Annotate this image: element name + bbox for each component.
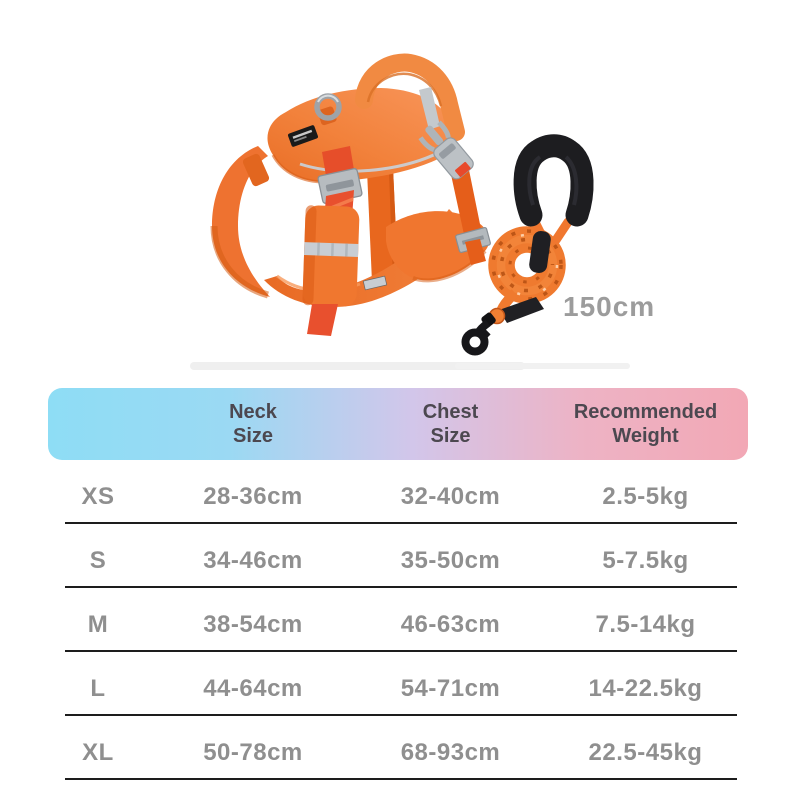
leash-length-label: 150cm [563,291,656,322]
neck-cell: 34-46cm [203,547,303,574]
size-table [48,388,748,780]
chest-cell: 68-93cm [400,739,501,766]
product-photo [0,0,800,388]
header-recommended-weight [543,400,748,449]
weight-cell: 7.5-14kg [595,611,696,638]
table-row-s [48,524,748,588]
neck-cell: 50-78cm [203,739,303,766]
neck-cell: 44-64cm [203,675,303,702]
header-weight-line1: Recommended [573,400,718,423]
chest-webbing-tail [307,304,338,336]
chest-cell: 46-63cm [400,611,501,638]
size-cell: XS [81,483,115,510]
harness-illustration [212,63,491,336]
size-table-body [48,460,748,780]
size-cell: M [87,611,109,638]
leash-shadow [455,363,630,369]
size-cell: L [90,675,106,702]
harness-left-strap [212,146,270,297]
header-chest-line2: Size [430,425,471,447]
table-row-xl [48,716,748,780]
header-neck-line1: Neck [229,400,277,423]
header-weight-line2: Weight [612,425,679,447]
size-table-header [48,388,748,460]
weight-cell: 5-7.5kg [602,547,689,574]
chest-pad-sleeve [302,205,359,307]
leash-clasp [466,293,545,352]
neck-cell: 38-54cm [203,611,303,638]
weight-cell: 22.5-45kg [588,739,703,766]
chest-cell: 54-71cm [400,675,501,702]
size-cell: S [89,547,107,574]
header-chest-size [358,400,543,449]
product-illustration [0,0,800,388]
table-row-l [48,652,748,716]
table-row-xs [48,460,748,524]
weight-cell: 2.5-5kg [602,483,689,510]
leash-rope-coil [493,231,561,299]
table-row-m [48,588,748,652]
header-chest-line1: Chest [422,400,479,423]
neck-cell: 28-36cm [203,483,303,510]
chest-cell: 35-50cm [400,547,501,574]
header-neck-size [148,400,358,449]
weight-cell: 14-22.5kg [588,675,703,702]
header-neck-line2: Size [232,425,274,447]
size-cell: XL [82,739,114,766]
chest-cell: 32-40cm [400,483,501,510]
